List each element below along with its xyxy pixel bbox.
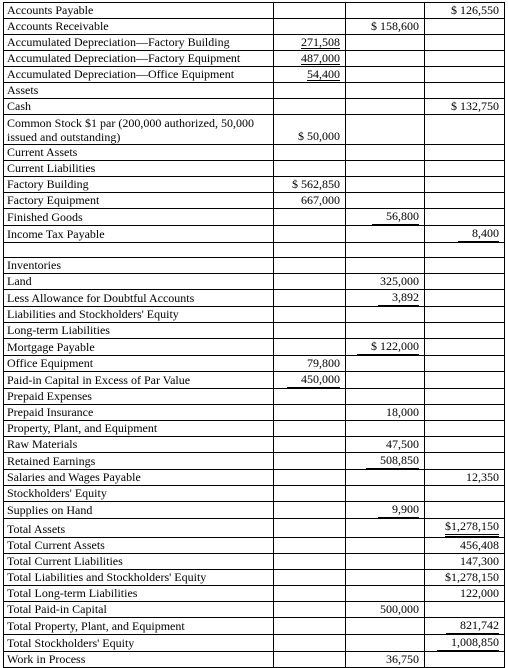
table-row <box>4 145 505 161</box>
amount-col3 <box>425 389 505 405</box>
amount-col2 <box>346 554 425 570</box>
amount-col3 <box>425 209 505 226</box>
account-label: Total Stockholders' Equity <box>4 635 274 652</box>
amount-col2: $ 122,000 <box>346 339 425 356</box>
amount-col2 <box>346 145 425 161</box>
amount-col3 <box>425 502 505 519</box>
amount-col2 <box>346 51 425 67</box>
account-label: Raw Materials <box>4 437 274 453</box>
amount-col2: 508,850 <box>346 453 425 470</box>
amount-col2 <box>346 519 425 538</box>
amount-col3 <box>425 356 505 372</box>
table-row <box>4 258 505 274</box>
amount-col1: 54,400 <box>274 67 346 83</box>
amount-col1 <box>274 226 346 243</box>
amount-col3 <box>425 323 505 339</box>
amount-col3 <box>425 83 505 99</box>
table-row <box>4 243 505 258</box>
amount-col2 <box>346 193 425 209</box>
account-label: Total Liabilities and Stockholders' Equity <box>4 570 274 586</box>
account-label: Prepaid Insurance <box>4 405 274 421</box>
amount-col3 <box>425 115 505 145</box>
amount-col2 <box>346 470 425 486</box>
table-row <box>4 538 505 554</box>
amount-col3: 1,008,850 <box>425 635 505 652</box>
amount-col2 <box>346 258 425 274</box>
amount-col1 <box>274 635 346 652</box>
amount-col2 <box>346 307 425 323</box>
amount-col2 <box>346 67 425 83</box>
table-row <box>4 635 505 652</box>
amount-col3 <box>425 405 505 421</box>
account-label: Total Property, Plant, and Equipment <box>4 618 274 635</box>
account-label: Stockholders' Equity <box>4 486 274 502</box>
table-row <box>4 226 505 243</box>
amount-col1 <box>274 339 346 356</box>
amount-col3 <box>425 307 505 323</box>
table-row <box>4 652 505 668</box>
amount-col3 <box>425 453 505 470</box>
amount-col1 <box>274 274 346 290</box>
amount-col1: $ 562,850 <box>274 177 346 193</box>
account-label: Total Paid-in Capital <box>4 602 274 618</box>
account-label: Work in Process <box>4 652 274 668</box>
account-label: Long-term Liabilities <box>4 323 274 339</box>
table-row <box>4 453 505 470</box>
table-row <box>4 115 505 145</box>
account-label: Current Assets <box>4 145 274 161</box>
amount-col2: $ 158,600 <box>346 19 425 35</box>
account-label: Property, Plant, and Equipment <box>4 421 274 437</box>
amount-col3 <box>425 145 505 161</box>
table-row <box>4 618 505 635</box>
amount-col3: 456,408 <box>425 538 505 554</box>
amount-col2 <box>346 226 425 243</box>
account-label: Accounts Receivable <box>4 19 274 35</box>
amount-col2 <box>346 486 425 502</box>
account-label: Paid-in Capital in Excess of Par Value <box>4 372 274 389</box>
account-label: Prepaid Expenses <box>4 389 274 405</box>
balance-sheet-table <box>3 2 505 668</box>
amount-col1 <box>274 618 346 635</box>
amount-col3: 8,400 <box>425 226 505 243</box>
amount-col3 <box>425 486 505 502</box>
amount-col3 <box>425 161 505 177</box>
amount-col1: 487,000 <box>274 51 346 67</box>
table-row <box>4 470 505 486</box>
amount-col2 <box>346 323 425 339</box>
amount-col2 <box>346 83 425 99</box>
amount-col3 <box>425 67 505 83</box>
table-row <box>4 502 505 519</box>
amount-col3 <box>425 437 505 453</box>
amount-col1 <box>274 243 346 258</box>
amount-col3 <box>425 290 505 307</box>
amount-col3 <box>425 652 505 668</box>
amount-col1 <box>274 19 346 35</box>
amount-col3 <box>425 258 505 274</box>
amount-col1: 271,508 <box>274 35 346 51</box>
account-label: Income Tax Payable <box>4 226 274 243</box>
amount-col3 <box>425 35 505 51</box>
account-label: Land <box>4 274 274 290</box>
amount-col1 <box>274 3 346 19</box>
table-row <box>4 193 505 209</box>
account-label: Total Current Liabilities <box>4 554 274 570</box>
amount-col1 <box>274 519 346 538</box>
account-label: Accumulated Depreciation—Factory Building <box>4 35 274 51</box>
account-label: Current Liabilities <box>4 161 274 177</box>
account-label: Salaries and Wages Payable <box>4 470 274 486</box>
table-row <box>4 290 505 307</box>
amount-col1 <box>274 209 346 226</box>
table-row <box>4 356 505 372</box>
table-row <box>4 389 505 405</box>
amount-col2 <box>346 177 425 193</box>
table-row <box>4 177 505 193</box>
amount-col1 <box>274 421 346 437</box>
amount-col1: 450,000 <box>274 372 346 389</box>
amount-col2: 56,800 <box>346 209 425 226</box>
amount-col1 <box>274 161 346 177</box>
table-row <box>4 67 505 83</box>
amount-col1 <box>274 486 346 502</box>
amount-col1: 79,800 <box>274 356 346 372</box>
amount-col2 <box>346 356 425 372</box>
amount-col2 <box>346 115 425 145</box>
table-row <box>4 83 505 99</box>
amount-col1 <box>274 323 346 339</box>
amount-col3: 12,350 <box>425 470 505 486</box>
account-label: Total Long-term Liabilities <box>4 586 274 602</box>
amount-col3 <box>425 177 505 193</box>
amount-col3: 147,300 <box>425 554 505 570</box>
amount-col1 <box>274 570 346 586</box>
table-row <box>4 405 505 421</box>
amount-col3 <box>425 421 505 437</box>
account-label: Accumulated Depreciation—Factory Equipment <box>4 51 274 67</box>
amount-col2: 36,750 <box>346 652 425 668</box>
table-row <box>4 19 505 35</box>
amount-col3: $ 132,750 <box>425 99 505 115</box>
amount-col3 <box>425 19 505 35</box>
account-label: Inventories <box>4 258 274 274</box>
amount-col2: 3,892 <box>346 290 425 307</box>
account-label: Liabilities and Stockholders' Equity <box>4 307 274 323</box>
amount-col1 <box>274 554 346 570</box>
account-label: Accumulated Depreciation—Office Equipment <box>4 67 274 83</box>
account-label: Assets <box>4 83 274 99</box>
amount-col1 <box>274 502 346 519</box>
account-label: Cash <box>4 99 274 115</box>
account-label: Finished Goods <box>4 209 274 226</box>
amount-col1 <box>274 145 346 161</box>
table-row <box>4 437 505 453</box>
table-row <box>4 570 505 586</box>
amount-col3 <box>425 339 505 356</box>
amount-col2: 47,500 <box>346 437 425 453</box>
amount-col3 <box>425 274 505 290</box>
amount-col1 <box>274 470 346 486</box>
amount-col2: 325,000 <box>346 274 425 290</box>
table-row <box>4 586 505 602</box>
amount-col2 <box>346 99 425 115</box>
table-row <box>4 486 505 502</box>
amount-col3 <box>425 602 505 618</box>
amount-col2 <box>346 618 425 635</box>
amount-col2: 18,000 <box>346 405 425 421</box>
account-label: Mortgage Payable <box>4 339 274 356</box>
account-label: Total Current Assets <box>4 538 274 554</box>
table-row <box>4 161 505 177</box>
amount-col2 <box>346 35 425 51</box>
account-label: Common Stock $1 par (200,000 authorized, 50,000 issued and outstanding) <box>4 115 274 145</box>
account-label: Less Allowance for Doubtful Accounts <box>4 290 274 307</box>
table-row <box>4 554 505 570</box>
amount-col1: $ 50,000 <box>274 115 346 145</box>
account-label: Factory Equipment <box>4 193 274 209</box>
amount-col2: 9,900 <box>346 502 425 519</box>
account-label: Supplies on Hand <box>4 502 274 519</box>
amount-col2 <box>346 421 425 437</box>
table-row <box>4 209 505 226</box>
amount-col1 <box>274 437 346 453</box>
amount-col1 <box>274 83 346 99</box>
amount-col2 <box>346 372 425 389</box>
amount-col3 <box>425 243 505 258</box>
amount-col1 <box>274 290 346 307</box>
amount-col3: $1,278,150 <box>425 519 505 538</box>
amount-col3: 821,742 <box>425 618 505 635</box>
account-label: Office Equipment <box>4 356 274 372</box>
table-row <box>4 323 505 339</box>
table-row <box>4 421 505 437</box>
amount-col1 <box>274 389 346 405</box>
amount-col2 <box>346 3 425 19</box>
account-label: Accounts Payable <box>4 3 274 19</box>
table-row <box>4 339 505 356</box>
amount-col1 <box>274 307 346 323</box>
table-row <box>4 3 505 19</box>
amount-col3 <box>425 51 505 67</box>
amount-col2 <box>346 586 425 602</box>
amount-col3 <box>425 372 505 389</box>
amount-col2 <box>346 538 425 554</box>
amount-col2 <box>346 635 425 652</box>
account-label: Factory Building <box>4 177 274 193</box>
account-label: Retained Earnings <box>4 453 274 470</box>
table-row <box>4 519 505 538</box>
table-row <box>4 35 505 51</box>
amount-col1 <box>274 586 346 602</box>
amount-col2 <box>346 389 425 405</box>
amount-col2: 500,000 <box>346 602 425 618</box>
amount-col1 <box>274 652 346 668</box>
amount-col1 <box>274 453 346 470</box>
amount-col2 <box>346 161 425 177</box>
amount-col1 <box>274 99 346 115</box>
balance-sheet-body <box>4 3 505 668</box>
amount-col3: 122,000 <box>425 586 505 602</box>
amount-col3: $1,278,150 <box>425 570 505 586</box>
table-row <box>4 602 505 618</box>
account-label <box>4 243 274 258</box>
amount-col1 <box>274 602 346 618</box>
amount-col1 <box>274 405 346 421</box>
amount-col3 <box>425 193 505 209</box>
table-row <box>4 51 505 67</box>
table-row <box>4 99 505 115</box>
amount-col2 <box>346 243 425 258</box>
table-row <box>4 307 505 323</box>
amount-col3: $ 126,550 <box>425 3 505 19</box>
table-row <box>4 274 505 290</box>
amount-col1 <box>274 258 346 274</box>
table-row <box>4 372 505 389</box>
amount-col1: 667,000 <box>274 193 346 209</box>
amount-col2 <box>346 570 425 586</box>
amount-col1 <box>274 538 346 554</box>
account-label: Total Assets <box>4 519 274 538</box>
